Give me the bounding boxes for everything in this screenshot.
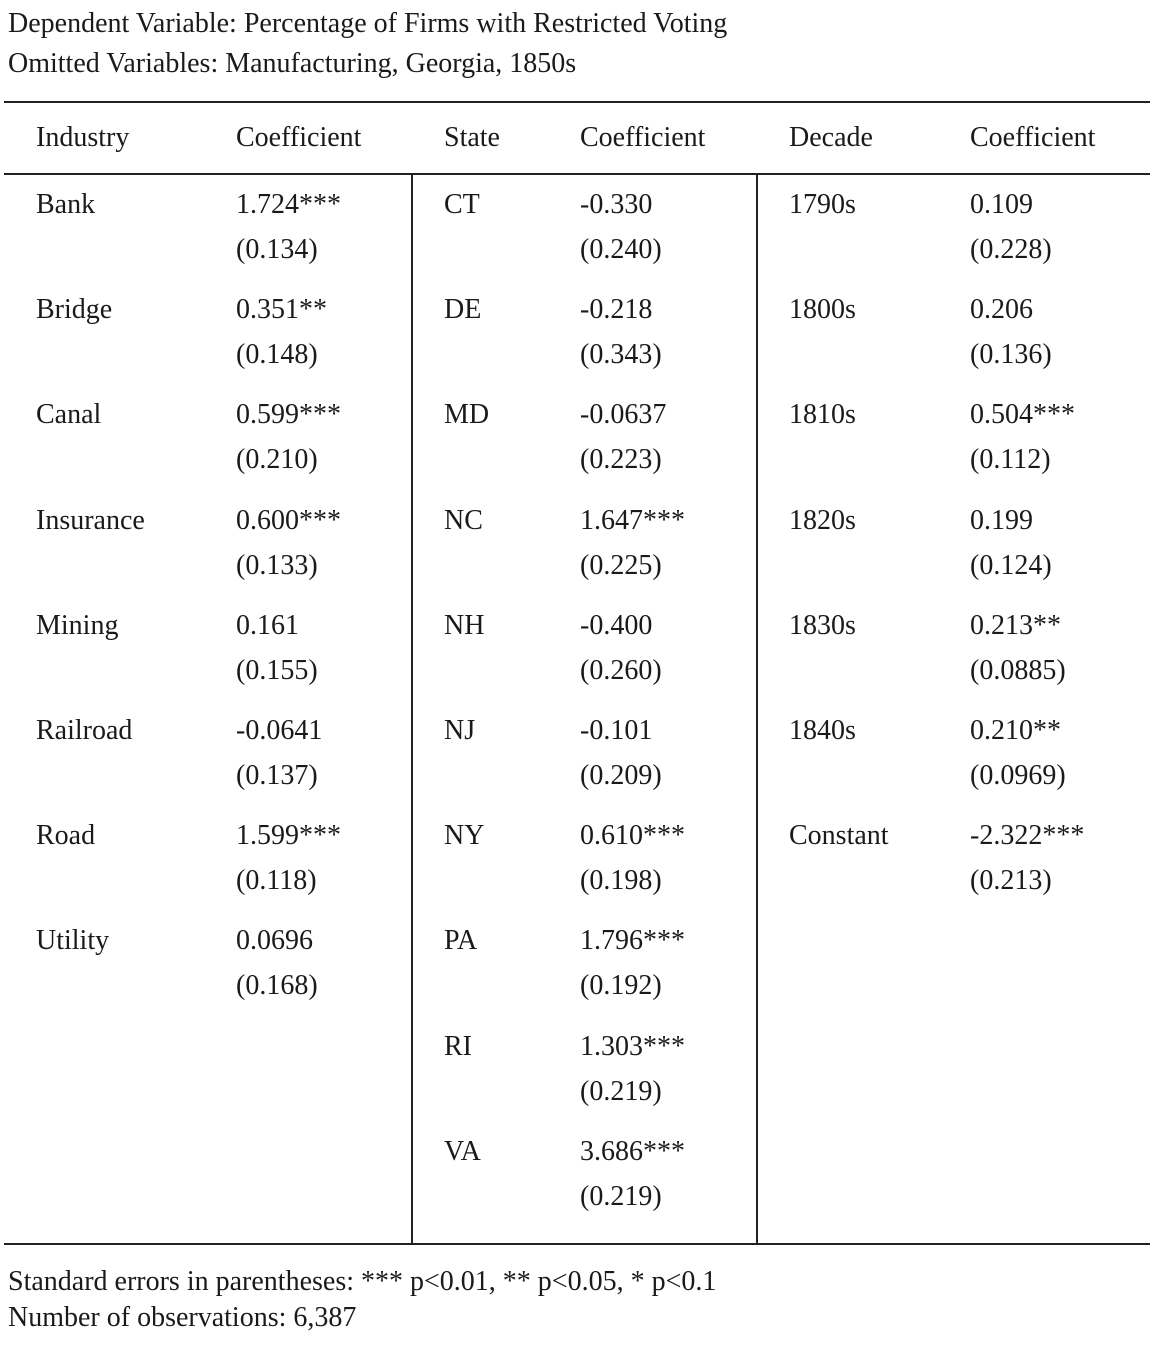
decade-std-error: (0.213) xyxy=(970,865,1052,897)
table-notes xyxy=(8,1264,716,1336)
state-coefficient: 3.686*** xyxy=(580,1135,685,1167)
col-header-decade-coef: Coefficient xyxy=(970,122,1096,153)
state-coefficient: 1.796*** xyxy=(580,925,685,957)
industry-std-error: (0.155) xyxy=(236,654,318,686)
state-coefficient: -0.400 xyxy=(580,609,653,641)
state-coefficient: -0.218 xyxy=(580,294,653,326)
state-name: CT xyxy=(444,189,480,220)
industry-std-error: (0.168) xyxy=(236,970,318,1002)
industry-std-error: (0.133) xyxy=(236,549,318,581)
decade-name: 1820s xyxy=(789,504,856,536)
col-header-state-coef: Coefficient xyxy=(580,122,706,153)
industry-name: Canal xyxy=(36,399,102,431)
industry-std-error: (0.210) xyxy=(236,444,318,476)
decade-std-error: (0.112) xyxy=(970,444,1051,476)
state-coefficient: 1.303*** xyxy=(580,1030,685,1062)
state-std-error: (0.343) xyxy=(580,339,662,371)
divider-state-decade xyxy=(756,175,758,1245)
state-std-error: (0.223) xyxy=(580,444,662,476)
decade-std-error: (0.124) xyxy=(970,549,1052,581)
state-coefficient: -0.330 xyxy=(580,189,653,220)
state-name: NC xyxy=(444,504,483,536)
state-std-error: (0.209) xyxy=(580,760,662,791)
state-std-error: (0.219) xyxy=(580,1180,662,1212)
decade-name: 1830s xyxy=(789,609,856,641)
industry-std-error: (0.148) xyxy=(236,339,318,371)
decade-name: Constant xyxy=(789,820,889,852)
bottom-rule xyxy=(4,1243,1150,1245)
state-name: NH xyxy=(444,609,485,641)
industry-name: Railroad xyxy=(36,715,133,746)
decade-coefficient: 0.210** xyxy=(970,715,1061,746)
industry-coefficient: 1.724*** xyxy=(236,189,341,220)
decade-name: 1790s xyxy=(789,189,856,220)
decade-coefficient: 0.504*** xyxy=(970,399,1075,431)
industry-name: Mining xyxy=(36,609,119,641)
significance-note: Standard errors in parentheses: *** p<0.01, ** p<0.05, * p<0.1 xyxy=(8,1266,717,1297)
decade-std-error: (0.136) xyxy=(970,339,1052,371)
industry-name: Utility xyxy=(36,925,110,957)
decade-coefficient: 0.213** xyxy=(970,609,1061,641)
col-header-industry-coef: Coefficient xyxy=(236,122,362,153)
top-rule xyxy=(4,101,1150,103)
decade-std-error: (0.0885) xyxy=(970,654,1066,686)
state-std-error: (0.219) xyxy=(580,1075,662,1107)
state-name: NY xyxy=(444,820,485,852)
state-name: VA xyxy=(444,1135,481,1167)
state-coefficient: -0.0637 xyxy=(580,399,667,431)
header-rule xyxy=(4,173,1150,175)
industry-coefficient: 0.599*** xyxy=(236,399,341,431)
state-std-error: (0.260) xyxy=(580,654,662,686)
state-name: MD xyxy=(444,399,490,431)
state-name: NJ xyxy=(444,715,476,746)
industry-name: Bridge xyxy=(36,294,113,326)
state-std-error: (0.225) xyxy=(580,549,662,581)
industry-coefficient: 0.351** xyxy=(236,294,327,326)
state-std-error: (0.192) xyxy=(580,970,662,1002)
decade-coefficient: 0.206 xyxy=(970,294,1033,326)
state-name: PA xyxy=(444,925,478,957)
state-std-error: (0.240) xyxy=(580,234,662,265)
state-name: DE xyxy=(444,294,482,326)
state-coefficient: -0.101 xyxy=(580,715,653,746)
industry-name: Road xyxy=(36,820,96,852)
decade-coefficient: 0.199 xyxy=(970,504,1033,536)
divider-industry-state xyxy=(411,175,413,1245)
table-caption xyxy=(8,4,727,84)
col-header-decade: Decade xyxy=(789,122,873,153)
industry-coefficient: 0.161 xyxy=(236,609,299,641)
state-coefficient: 0.610*** xyxy=(580,820,685,852)
decade-name: 1800s xyxy=(789,294,856,326)
industry-coefficient: 0.0696 xyxy=(236,925,313,957)
industry-name: Insurance xyxy=(36,504,145,536)
decade-std-error: (0.228) xyxy=(970,234,1052,265)
industry-name: Bank xyxy=(36,189,96,220)
industry-std-error: (0.134) xyxy=(236,234,318,265)
decade-coefficient: -2.322*** xyxy=(970,820,1085,852)
state-name: RI xyxy=(444,1030,472,1062)
decade-std-error: (0.0969) xyxy=(970,760,1066,791)
industry-std-error: (0.118) xyxy=(236,865,317,897)
decade-coefficient: 0.109 xyxy=(970,189,1033,220)
state-std-error: (0.198) xyxy=(580,865,662,897)
industry-coefficient: 1.599*** xyxy=(236,820,341,852)
col-header-state: State xyxy=(444,122,500,153)
omitted-variables-line: Omitted Variables: Manufacturing, Georgia, 1850s xyxy=(8,48,577,79)
industry-coefficient: 0.600*** xyxy=(236,504,341,536)
decade-name: 1810s xyxy=(789,399,856,431)
col-header-industry: Industry xyxy=(36,122,130,153)
decade-name: 1840s xyxy=(789,715,856,746)
state-coefficient: 1.647*** xyxy=(580,504,685,536)
industry-coefficient: -0.0641 xyxy=(236,715,323,746)
dependent-variable-line: Dependent Variable: Percentage of Firms with Restricted Voting xyxy=(8,8,728,39)
observations-note: Number of observations: 6,387 xyxy=(8,1302,357,1333)
industry-std-error: (0.137) xyxy=(236,760,318,791)
